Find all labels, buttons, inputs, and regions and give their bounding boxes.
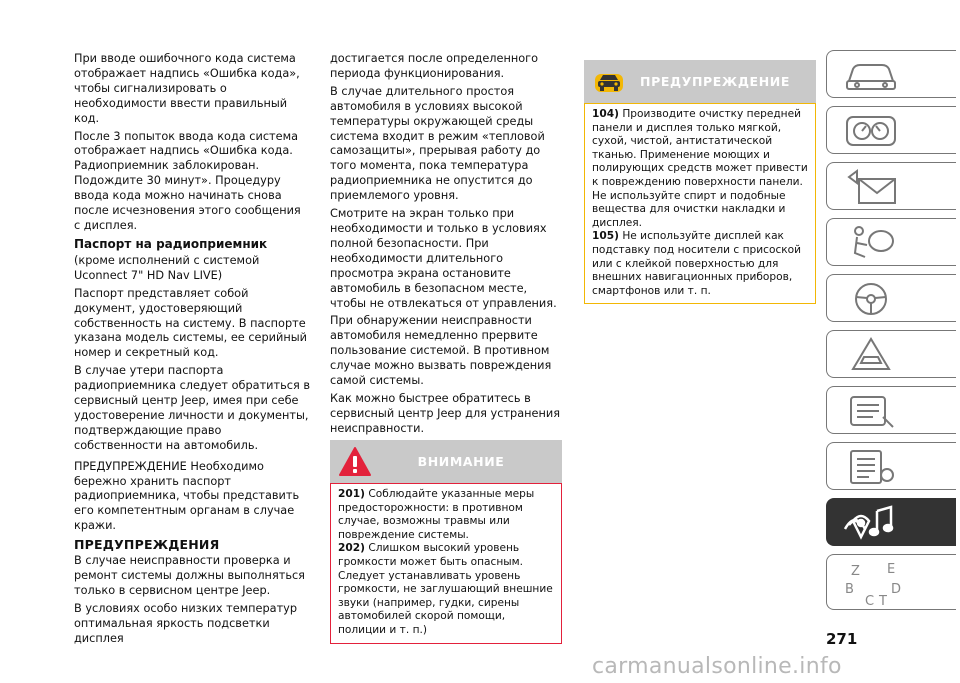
item-number: 201) bbox=[338, 488, 365, 500]
attention-header bbox=[330, 440, 562, 483]
envelope-icon bbox=[843, 167, 899, 207]
watermark: carmanualsonline.info bbox=[592, 654, 842, 679]
sidebar-tab-specs[interactable] bbox=[826, 442, 956, 490]
paragraph: В случае длительного простоя автомобиля в условиях высокой температуры окружающей среды система входит в режим «тепловой самозащиты», прерывая работу до того момента, пока температура радиоприемника не опустится до приемлемого уровня. bbox=[330, 84, 545, 203]
index-letter: E bbox=[887, 562, 896, 577]
sidebar-tab-index[interactable] bbox=[826, 554, 956, 610]
index-letter: D bbox=[891, 582, 902, 597]
sidebar-tab-messages[interactable] bbox=[826, 162, 956, 210]
warning-car-icon bbox=[843, 335, 899, 375]
notice-item bbox=[592, 230, 808, 298]
attention-title: ВНИМАНИЕ bbox=[417, 454, 505, 469]
sidebar-tab-emergency[interactable] bbox=[826, 330, 956, 378]
warning-header bbox=[584, 60, 816, 103]
sidebar-tab-driving[interactable] bbox=[826, 274, 956, 322]
maintenance-icon bbox=[843, 391, 899, 431]
car-icon bbox=[843, 55, 899, 95]
warning-body bbox=[584, 103, 816, 304]
text-column-1 bbox=[74, 52, 310, 650]
dashboard-icon bbox=[843, 111, 899, 151]
section-heading: Паспорт на радиоприемник bbox=[74, 236, 268, 251]
notice-item bbox=[338, 488, 554, 542]
attention-notice bbox=[330, 440, 562, 644]
paragraph: При обнаружении неисправности автомобиля немедленно прервите пользование системой. В противном случае можно вызвать повреждения самой системы. bbox=[330, 314, 552, 388]
sidebar-tab-safety[interactable] bbox=[826, 218, 956, 266]
airbag-icon bbox=[843, 223, 899, 263]
page-number: 271 bbox=[826, 630, 858, 648]
item-number: 105) bbox=[592, 230, 619, 243]
paragraph: достигается после определенного периода функционирования. bbox=[330, 52, 538, 80]
text-column-2 bbox=[330, 52, 565, 440]
index-letter: T bbox=[879, 594, 887, 607]
item-number: 104) bbox=[592, 108, 619, 120]
paragraph: Смотрите на экран только при необходимости и только в условиях полной безопасности. При необходимости длительного просмотра экрана остановите автомобиль в безопасном месте, чтобы не отвлекаться от управления. bbox=[330, 207, 557, 310]
paragraph: Паспорт представляет собой документ, удостоверяющий собственность на систему. В паспорте указана модель системы, ее серийный номер и секретный код. bbox=[74, 286, 307, 360]
item-text: Производите очистку передней панели и дисплея только мягкой, сухой, чистой, антистатической тканью. Применение моющих и полирующих средств может привести к повреждению поверхности панели. Не используйте спирт и подобные вещества для очистки накладки и дисплея. bbox=[592, 108, 808, 229]
item-text: Не используйте дисплей как подставку под носители с присоской или с клейкой поверхностью для внешних навигационных приборов, смартфонов или т. п. bbox=[592, 230, 802, 297]
sidebar-tab-maintenance[interactable] bbox=[826, 386, 956, 434]
paragraph: После 3 попыток ввода кода система отображает надпись «Ошибка кода. Радиоприемник заблокирован. Подождите 30 минут». Процедуру ввода кода можно начинать снова после исчезновения этого сообщения с дисплея. bbox=[74, 129, 301, 232]
index-icon bbox=[843, 559, 903, 607]
item-text: Соблюдайте указанные меры предосторожности: в противном случае, возможны травмы или повреждение системы. bbox=[338, 488, 535, 541]
paragraph: Как можно быстрее обратитесь в сервисный центр Jeep для устранения неисправности. bbox=[330, 391, 560, 435]
car-warning-icon bbox=[592, 66, 626, 101]
notice-item bbox=[338, 542, 554, 637]
warning-title: ПРЕДУПРЕЖДЕНИЕ bbox=[640, 74, 790, 89]
sidebar-tab-multimedia[interactable] bbox=[826, 498, 956, 546]
index-letter: B bbox=[845, 582, 854, 597]
steering-wheel-icon bbox=[843, 279, 899, 319]
paragraph: ПРЕДУПРЕЖДЕНИЕ Необходимо бережно хранить паспорт радиоприемника, чтобы представить его компетентным органам в случае кражи. bbox=[74, 459, 300, 533]
notice-item bbox=[592, 108, 808, 230]
item-text: Слишком высокий уровень громкости может быть опасным. Следует устанавливать уровень громкости, не заглушающий внешние звуки (например, гудки, сирены автомобилей скорой помощи, полиции и т. п.) bbox=[338, 542, 553, 636]
multimedia-icon bbox=[843, 503, 899, 543]
paragraph: При вводе ошибочного кода система отображает надпись «Ошибка кода», чтобы сигнализировать о необходимости ввести правильный код. bbox=[74, 52, 300, 125]
sidebar-tab-vehicle[interactable] bbox=[826, 50, 956, 98]
paragraph: (кроме исполнений с системой Uconnect 7" HD Nav LIVE) bbox=[74, 253, 260, 282]
item-number: 202) bbox=[338, 542, 365, 555]
danger-triangle-icon bbox=[338, 446, 372, 481]
attention-body bbox=[330, 483, 562, 644]
paragraph: В случае неисправности проверка и ремонт системы должны выполняться только в сервисном центре Jeep. bbox=[74, 554, 305, 597]
section-heading: ПРЕДУПРЕЖДЕНИЯ bbox=[74, 537, 220, 553]
sidebar-tab-dashboard[interactable] bbox=[826, 106, 956, 154]
paragraph: В условиях особо низких температур оптимальная яркость подсветки дисплея bbox=[74, 601, 298, 645]
specs-icon bbox=[843, 447, 899, 487]
warning-notice bbox=[584, 60, 816, 304]
paragraph: В случае утери паспорта радиоприемника следует обратиться в сервисный центр Jeep, имея при себе удостоверение личности и документы, подтверждающие право собственности на автомобиль. bbox=[74, 364, 310, 452]
index-letter: C bbox=[865, 594, 875, 607]
index-letter: Z bbox=[851, 564, 860, 579]
